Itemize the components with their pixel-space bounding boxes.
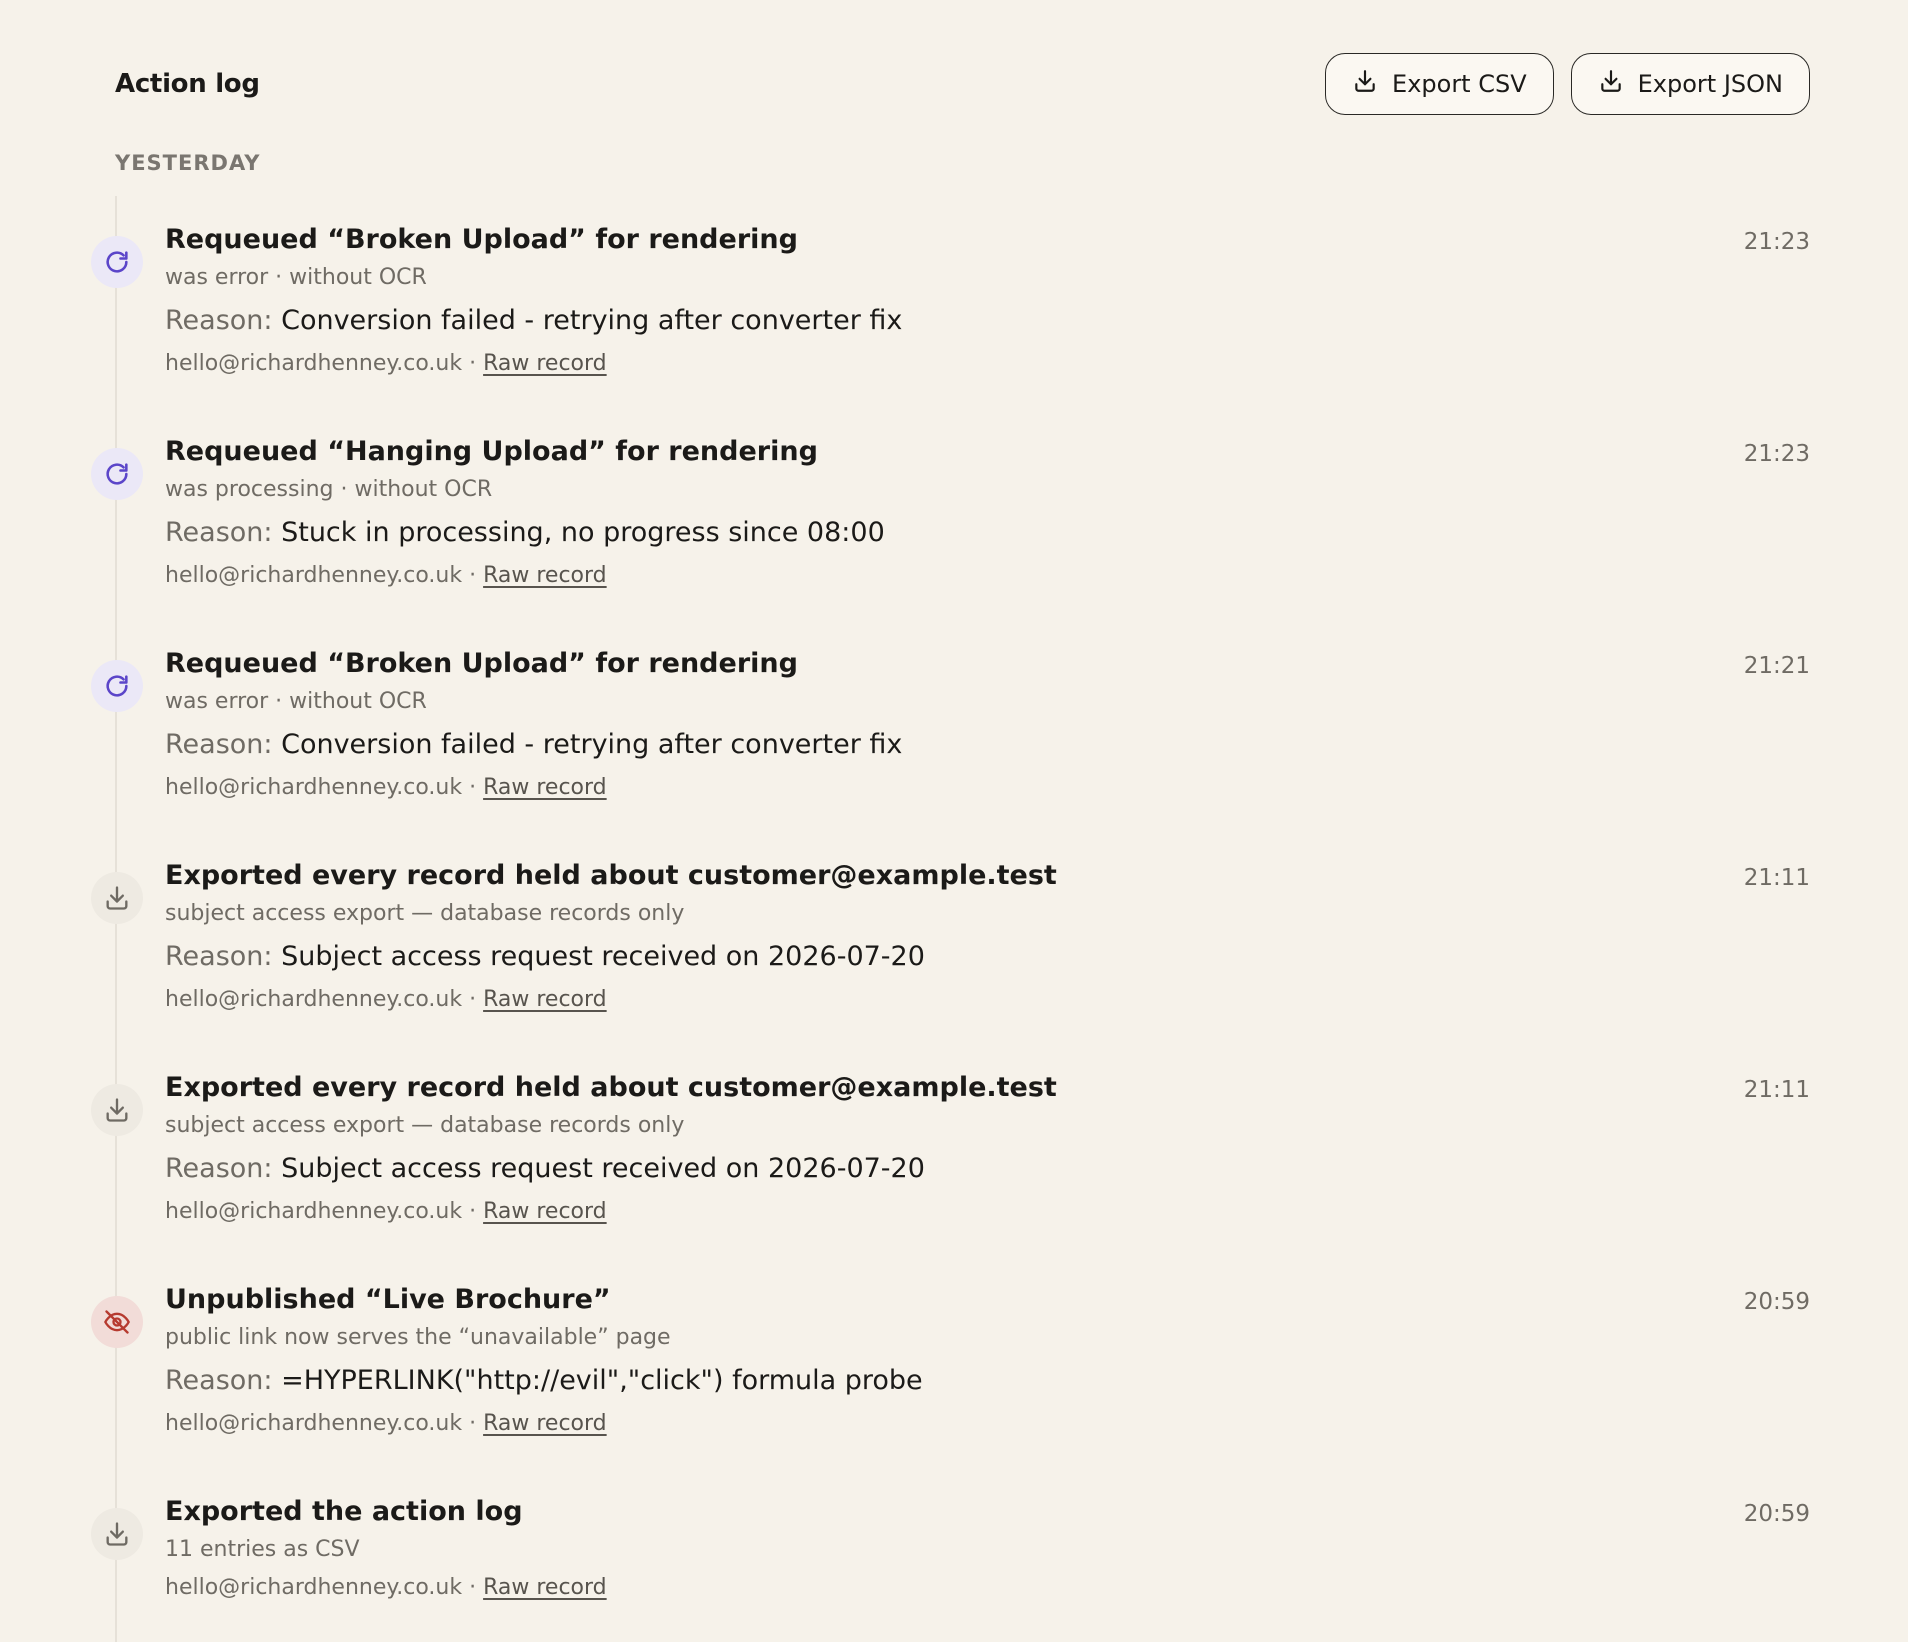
- entry-title: Requeued “Hanging Upload” for rendering: [165, 436, 818, 467]
- reason-label: Reason:: [165, 1153, 273, 1184]
- meta-separator: ·: [469, 563, 477, 588]
- reason-text: =HYPERLINK("http://evil","click") formula probe: [281, 1365, 923, 1396]
- entry-content: [165, 856, 1810, 1020]
- log-entry: [91, 220, 1810, 400]
- entry-meta: [165, 556, 1810, 596]
- meta-separator: ·: [469, 1411, 477, 1436]
- entry-subtitle: was error · without OCR: [165, 689, 427, 714]
- log-entry: [91, 856, 1810, 1036]
- refresh-icon: [91, 448, 143, 500]
- raw-record-link[interactable]: Raw record: [483, 563, 607, 588]
- actor-email: hello@richardhenney.co.uk: [165, 563, 463, 588]
- export-json-label: Export JSON: [1637, 70, 1783, 98]
- entry-meta: [165, 1568, 1810, 1608]
- entry-content: [165, 1492, 1810, 1608]
- entry-meta: [165, 768, 1810, 808]
- entry-content: [165, 644, 1810, 808]
- meta-separator: ·: [469, 775, 477, 800]
- reason-label: Reason:: [165, 729, 273, 760]
- entry-subtitle: was error · without OCR: [165, 265, 427, 290]
- refresh-icon: [91, 236, 143, 288]
- export-csv-button[interactable]: [1325, 53, 1554, 115]
- entry-time: 21:11: [1743, 1077, 1810, 1103]
- entry-title: Exported every record held about customer@example.test: [165, 1072, 1057, 1103]
- log-entry: [91, 1068, 1810, 1248]
- download-icon: [1352, 68, 1378, 100]
- actor-email: hello@richardhenney.co.uk: [165, 987, 463, 1012]
- actor-email: hello@richardhenney.co.uk: [165, 1199, 463, 1224]
- eye-off-icon: [91, 1296, 143, 1348]
- actor-email: hello@richardhenney.co.uk: [165, 1411, 463, 1436]
- entry-reason: [165, 1146, 1810, 1192]
- entry-subtitle: public link now serves the “unavailable” page: [165, 1325, 671, 1350]
- page-title: Action log: [115, 69, 260, 99]
- entry-meta: [165, 344, 1810, 384]
- entry-subtitle: subject access export — database records only: [165, 901, 685, 926]
- entry-reason: [165, 934, 1810, 980]
- entry-time: 20:59: [1743, 1501, 1810, 1527]
- download-icon: [91, 1508, 143, 1560]
- section-label: YESTERDAY: [115, 151, 261, 175]
- entry-subtitle: was processing · without OCR: [165, 477, 493, 502]
- reason-text: Subject access request received on 2026-07-20: [281, 1153, 925, 1184]
- raw-record-link[interactable]: Raw record: [483, 1575, 607, 1600]
- reason-text: Stuck in processing, no progress since 08:00: [281, 517, 885, 548]
- entry-title: Requeued “Broken Upload” for rendering: [165, 224, 798, 255]
- page-header: [115, 52, 1810, 116]
- raw-record-link[interactable]: Raw record: [483, 1411, 607, 1436]
- entry-reason: [165, 722, 1810, 768]
- entry-time: 21:23: [1743, 229, 1810, 255]
- raw-record-link[interactable]: Raw record: [483, 775, 607, 800]
- entry-subtitle: 11 entries as CSV: [165, 1537, 360, 1562]
- refresh-icon: [91, 660, 143, 712]
- reason-label: Reason:: [165, 305, 273, 336]
- export-json-button[interactable]: [1571, 53, 1810, 115]
- entry-meta: [165, 1404, 1810, 1444]
- entry-time: 20:59: [1743, 1289, 1810, 1315]
- entry-title: Requeued “Broken Upload” for rendering: [165, 648, 798, 679]
- download-icon: [91, 872, 143, 924]
- entry-meta: [165, 1192, 1810, 1232]
- reason-label: Reason:: [165, 941, 273, 972]
- export-csv-label: Export CSV: [1392, 70, 1527, 98]
- reason-label: Reason:: [165, 517, 273, 548]
- entry-title: Exported the action log: [165, 1496, 523, 1527]
- meta-separator: ·: [469, 987, 477, 1012]
- header-actions: [1325, 53, 1810, 115]
- log-entry: [91, 1280, 1810, 1460]
- entry-title: Exported every record held about customer@example.test: [165, 860, 1057, 891]
- entry-content: [165, 1068, 1810, 1232]
- reason-text: Conversion failed - retrying after converter fix: [281, 305, 903, 336]
- download-icon: [1598, 68, 1624, 100]
- raw-record-link[interactable]: Raw record: [483, 351, 607, 376]
- log-entry: [91, 1492, 1810, 1622]
- reason-label: Reason:: [165, 1365, 273, 1396]
- raw-record-link[interactable]: Raw record: [483, 1199, 607, 1224]
- actor-email: hello@richardhenney.co.uk: [165, 775, 463, 800]
- raw-record-link[interactable]: Raw record: [483, 987, 607, 1012]
- actor-email: hello@richardhenney.co.uk: [165, 351, 463, 376]
- reason-text: Conversion failed - retrying after converter fix: [281, 729, 903, 760]
- meta-separator: ·: [469, 1575, 477, 1600]
- download-icon: [91, 1084, 143, 1136]
- entry-time: 21:11: [1743, 865, 1810, 891]
- entry-meta: [165, 980, 1810, 1020]
- entry-content: [165, 220, 1810, 384]
- entry-content: [165, 432, 1810, 596]
- entry-time: 21:21: [1743, 653, 1810, 679]
- log-entry: [91, 644, 1810, 824]
- entry-reason: [165, 510, 1810, 556]
- meta-separator: ·: [469, 351, 477, 376]
- entry-title: Unpublished “Live Brochure”: [165, 1284, 611, 1315]
- entry-subtitle: subject access export — database records only: [165, 1113, 685, 1138]
- entry-reason: [165, 1358, 1810, 1404]
- entry-content: [165, 1280, 1810, 1444]
- reason-text: Subject access request received on 2026-07-20: [281, 941, 925, 972]
- log-entry: [91, 432, 1810, 612]
- entry-time: 21:23: [1743, 441, 1810, 467]
- meta-separator: ·: [469, 1199, 477, 1224]
- actor-email: hello@richardhenney.co.uk: [165, 1575, 463, 1600]
- entry-reason: [165, 298, 1810, 344]
